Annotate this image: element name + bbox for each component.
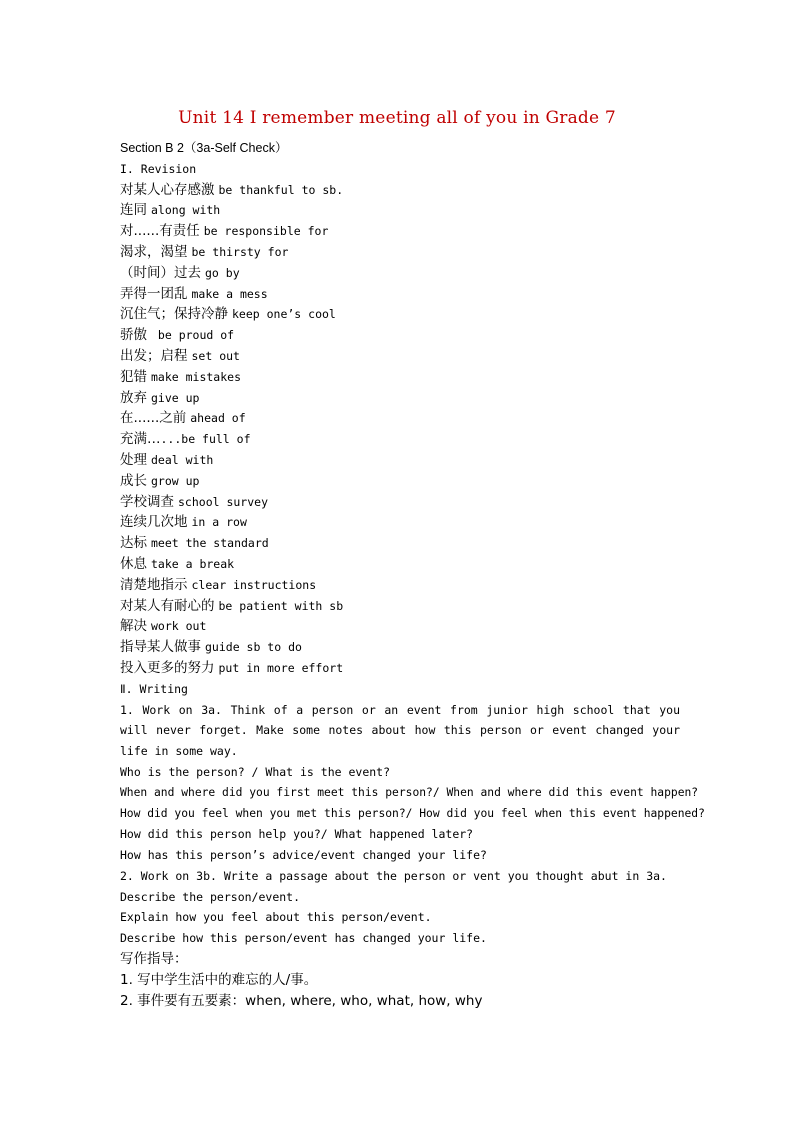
writing-guide-heading: 写作指导： [120,951,188,968]
vocab-cn: 投入更多的努力 [120,659,215,676]
guide-questions [120,762,705,866]
vocab-en: in a row [191,515,247,530]
section-label: Section B 2（3a-Self Check） [120,141,288,155]
guide-question: How did this person help you?/ What happened later? [120,827,474,842]
vocab-item [120,658,680,679]
vocab-item [120,304,680,325]
vocab-en: along with [151,203,221,218]
vocab-en: put in more effort [218,660,344,675]
vocab-en: make mistakes [151,369,242,384]
vocab-item [120,596,680,617]
vocab-en: guide sb to do [205,640,302,655]
vocab-cn: 在......之前 [120,410,187,427]
vocab-cn: 弄得一团乱 [120,285,188,302]
document-body [120,138,705,1011]
vocab-item [120,575,680,596]
vocab-en: take a break [151,556,235,571]
writing-heading: Ⅱ. Writing [120,681,188,696]
vocab-item [120,325,680,346]
vocab-cn: 充满… [120,431,161,448]
vocab-cn: 处理 [120,451,147,468]
task2-line: Describe the person/event. [120,889,301,904]
writing-task-1: 1. Work on 3a. Think of a person or an event from junior high school that you will never forget. Make some notes about how this person or event changed your life in some way. [120,702,680,759]
vocab-en: grow up [151,473,200,488]
vocab-en: work out [151,619,207,634]
vocab-item [120,284,680,305]
vocab-cn: 学校调查 [120,493,174,510]
vocab-en: set out [191,348,240,363]
vocab-cn: 放弃 [120,389,147,406]
vocab-item [120,637,680,658]
vocab-en: go by [205,265,240,280]
vocab-cn: 指导某人做事 [120,639,201,656]
vocab-item [120,388,680,409]
vocab-cn: 休息 [120,555,147,572]
vocab-item [120,554,680,575]
vocab-item [120,429,680,450]
vocab-en: school survey [178,494,269,509]
vocab-en: be thankful to sb. [218,182,344,197]
vocab-item [120,408,680,429]
vocab-cn: 解决 [120,618,147,635]
vocab-cn: （时间）过去 [120,264,201,281]
vocab-cn: 骄傲 [120,327,147,344]
writing-task-2: 2. Work on 3b. Write a passage about the person or vent you thought abut in 3a. [120,868,667,883]
vocab-item [120,221,680,242]
vocab-item [120,616,680,637]
vocab-list [120,180,680,679]
vocab-cn: 对......有责任 [120,223,200,240]
vocab-en: be proud of [151,328,235,343]
guide-question: How did you feel when you met this person?/ How did you feel when this event happened? [120,806,705,820]
vocab-en: give up [151,390,200,405]
vocab-item [120,263,680,284]
vocab-cn: 渴求，渴望 [120,243,188,260]
vocab-item [120,492,680,513]
vocab-item [120,200,680,221]
vocab-item [120,471,680,492]
vocab-item [120,242,680,263]
vocab-cn: 成长 [120,472,147,489]
vocab-en: clear instructions [191,577,317,592]
vocab-en: be responsible for [203,224,329,239]
revision-heading: I. Revision [120,161,197,176]
vocab-en: deal with [151,452,214,467]
task2-line: Describe how this person/event has changed your life. [120,931,487,946]
document-title: Unit 14 I remember meeting all of you in Grade 7 [178,108,616,128]
vocab-cn: 犯错 [120,368,147,385]
vocab-en: ...be full of [160,432,251,447]
guide-question: When and where did you first meet this person?/ When and where did this event happen? [120,785,699,799]
vocab-en: ahead of [190,411,246,426]
vocab-en: meet the standard [151,536,269,551]
vocab-cn: 清楚地指示 [120,576,188,593]
vocab-cn: 对某人有耐心的 [120,597,215,614]
task2-line: Explain how you feel about this person/event. [120,910,432,925]
vocab-cn: 连续几次地 [120,514,188,531]
vocab-cn: 沉住气；保持冷静 [120,306,228,323]
vocab-cn: 对某人心存感激 [120,181,215,198]
guide-question: How has this person’s advice/event changed your life? [120,848,487,863]
vocab-item [120,512,680,533]
vocab-en: be thirsty for [191,244,289,259]
vocab-cn: 连同 [120,202,147,219]
vocab-item [120,346,680,367]
vocab-cn: 达标 [120,535,147,552]
vocab-item [120,533,680,554]
vocab-item [120,367,680,388]
vocab-item [120,180,680,201]
vocab-en: keep one’s cool [232,307,336,322]
vocab-item [120,450,680,471]
vocab-cn: 出发；启程 [120,347,188,364]
writing-guide-item: 2. 事件要有五要素：when, where, who, what, how, why [120,992,483,1009]
guide-question: Who is the person? / What is the event? [120,764,391,779]
vocab-en: be patient with sb [218,598,344,613]
writing-guide-item: 1. 写中学生活中的难忘的人/事。 [120,971,318,988]
vocab-en: make a mess [191,286,268,301]
